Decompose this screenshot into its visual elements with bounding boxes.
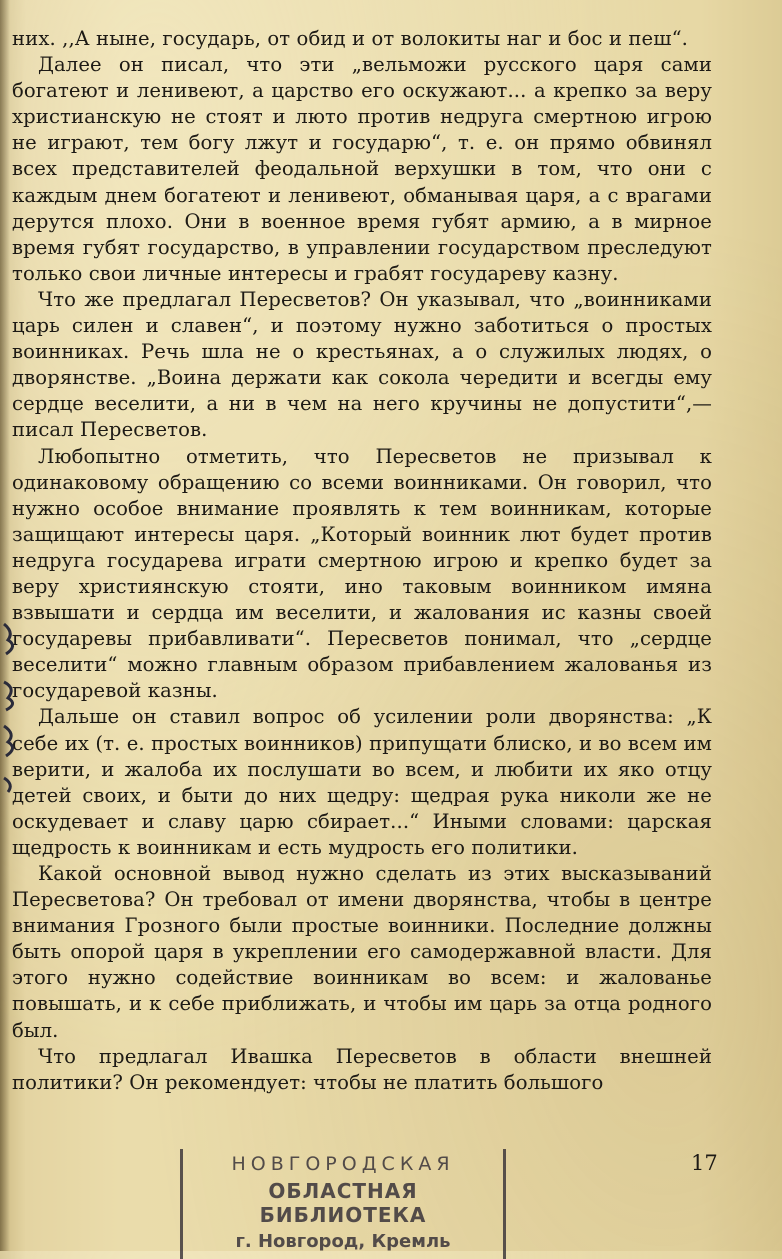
paragraph-foreign-policy: Что предлагал Ивашка Пересветов в области внешней политики? Он рекомендует: чтобы не платить большого [12, 1044, 712, 1094]
page-footer [0, 1143, 782, 1251]
stamp-line-novgorod: НОВГОРОДСКАЯ [231, 1153, 455, 1175]
library-stamp [180, 1149, 506, 1259]
paragraph-nobility-role: Дальше он ставил вопрос об усилении роли дворянства: „К себе их (т. е. простых воинников) припущати блиско, и во всем им верити, и жалоба их послушати во всем, и любити их яко отцу детей своих, и быти до них щедру: щедрая рука николи же не оскудевает и славу царю сбирает...“ Иными словами: царская щедрость к воинникам и есть мудрость его политики. [12, 705, 712, 859]
paragraph-warriors-care: Что же предлагал Пересветов? Он указывал, что „воинниками царь силен и славен“, и поэтому нужно заботиться о простых воинниках. Речь шла не о крестьянах, а о служилых людях, о дворянстве. „Воина держати как сокола чередити и всегды ему сердце веселити, а ни в чем на него кручины не допустити“,—писал Пересветов. [12, 287, 712, 442]
stamp-line-library: ОБЛАСТНАЯ БИБЛИОТЕКА [259, 1179, 427, 1227]
paragraph-continuation: них. ,,А ныне, государь, от обид и от волокиты наг и бос и пеш“. [12, 27, 689, 50]
paragraph-special-attention: Любопытно отметить, что Пересветов не призывал к одинаковому обращению со всеми воинниками. Он говорил, что нужно особое внимание проявлять к тем воинникам, которые защищают интересы царя. „Который воинник лют будет против недруга государева играти смертною игрою и крепко будет за веру християнскую стояти, ино таковым воинником имяна взвышати и сердца им веселити, и жалования ис казны своей государевы прибавливати“. Пересветов понимал, что „сердце веселити“ можно главным образом прибавлением жалованья из государевой казны. [12, 444, 712, 703]
stamp-line-address: г. Новгород, Кремль [235, 1231, 451, 1252]
paragraph-nobles-accusation: Далее он писал, что эти „вельможи русского царя сами богатеют и ленивеют, а царство его оскужают... а крепко за веру христианскую не стоят и люто против недруга смертною игрою не играют, тем богу лжут и государю“, т. е. он прямо обвинял всех представителей феодальной верхушки в том, что они с каждым днем богатеют и ленивеют, обманывая царя, а с врагами дерутся плохо. Они в военное время губят армию, а в мирное время губят государство, в управлении государством преследуют только свои личные интересы и грабят государеву казну. [12, 53, 712, 285]
page-number: 17 [691, 1151, 718, 1175]
book-page-text [12, 26, 712, 1096]
paragraph-main-conclusion: Какой основной вывод нужно сделать из этих высказываний Пересветова? Он требовал от имени дворянства, чтобы в центре внимания Грозного были простые воинники. Последние должны быть опорой царя в укреплении его самодержавной власти. Для этого нужно содействие воинникам во всем: и жалованье повышать, и к себе приближать, и чтобы им царь за отца родного был. [12, 862, 712, 1042]
margin-pencil-marks [0, 618, 30, 798]
